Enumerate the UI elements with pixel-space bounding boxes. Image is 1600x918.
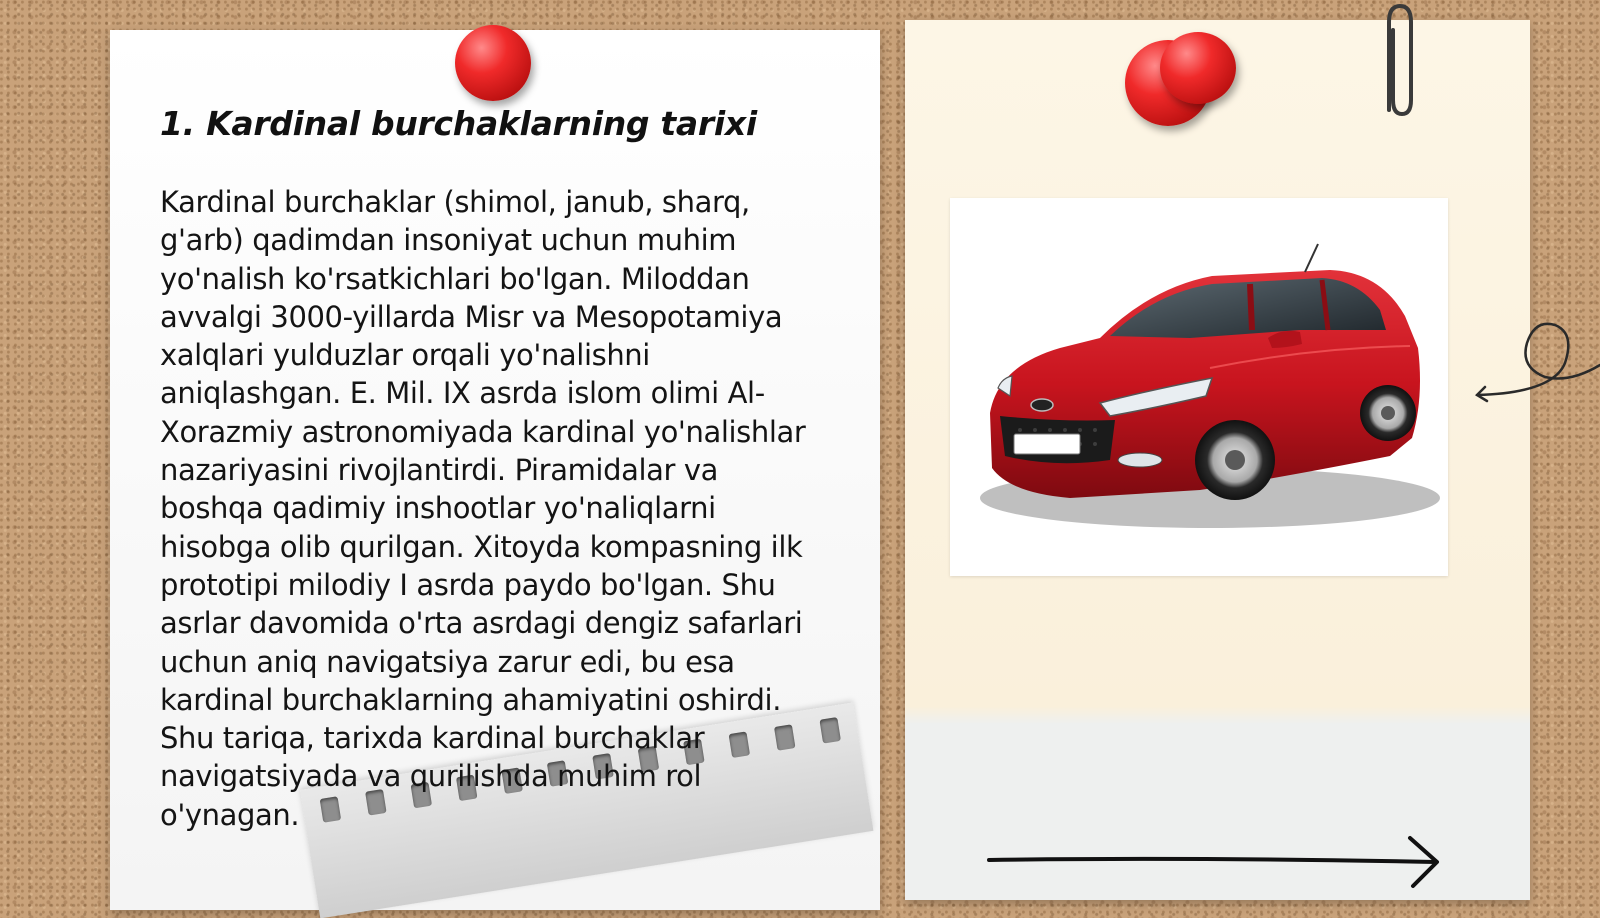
car-photo-frame: [950, 198, 1448, 576]
curly-arrow-icon: [1475, 305, 1600, 415]
paperclip-icon: [1375, 0, 1425, 125]
slide-title: 1. Kardinal burchaklarning tarixi: [160, 104, 757, 143]
red-pushpin-icon: [1160, 32, 1236, 104]
red-hatchback-car-photo: [950, 198, 1448, 576]
tear-hole: [819, 717, 841, 744]
slide-body-text: Kardinal burchaklar (shimol, janub, sharq, g'arb) qadimdan insoniyat uchun muhim yo'nalish ko'rsatkichlari bo'lgan. Miloddan avvalgi 3000-yillarda Misr va Mesopotamiya xalqlari yulduzlar orqali yo'nalishni aniqlashgan. E. Mil. IX asrda islom olimi Al-Xorazmiy astronomiyada kardinal yo'nalishlar nazariyasini rivojlantirdi. Piramidalar va boshqa qadimiy inshootlar yo'naliqlarni hisobga olib qurilgan. Xitoyda kompasning ilk prototipi milodiy I asrda paydo bo'lgan. Shu asrlar davomida o'rta asrdagi dengiz safarlari uchun aniq navigatsiya zarur edi, bu esa kardinal burchaklarning ahamiyatini oshirdi. Shu tariqa, tarixda kardinal burchaklar navigatsiyada va qurilishda muhim rol o'ynagan.: [160, 185, 806, 832]
red-pushpin-icon: [455, 25, 531, 101]
long-arrow-right-icon: [985, 830, 1445, 890]
